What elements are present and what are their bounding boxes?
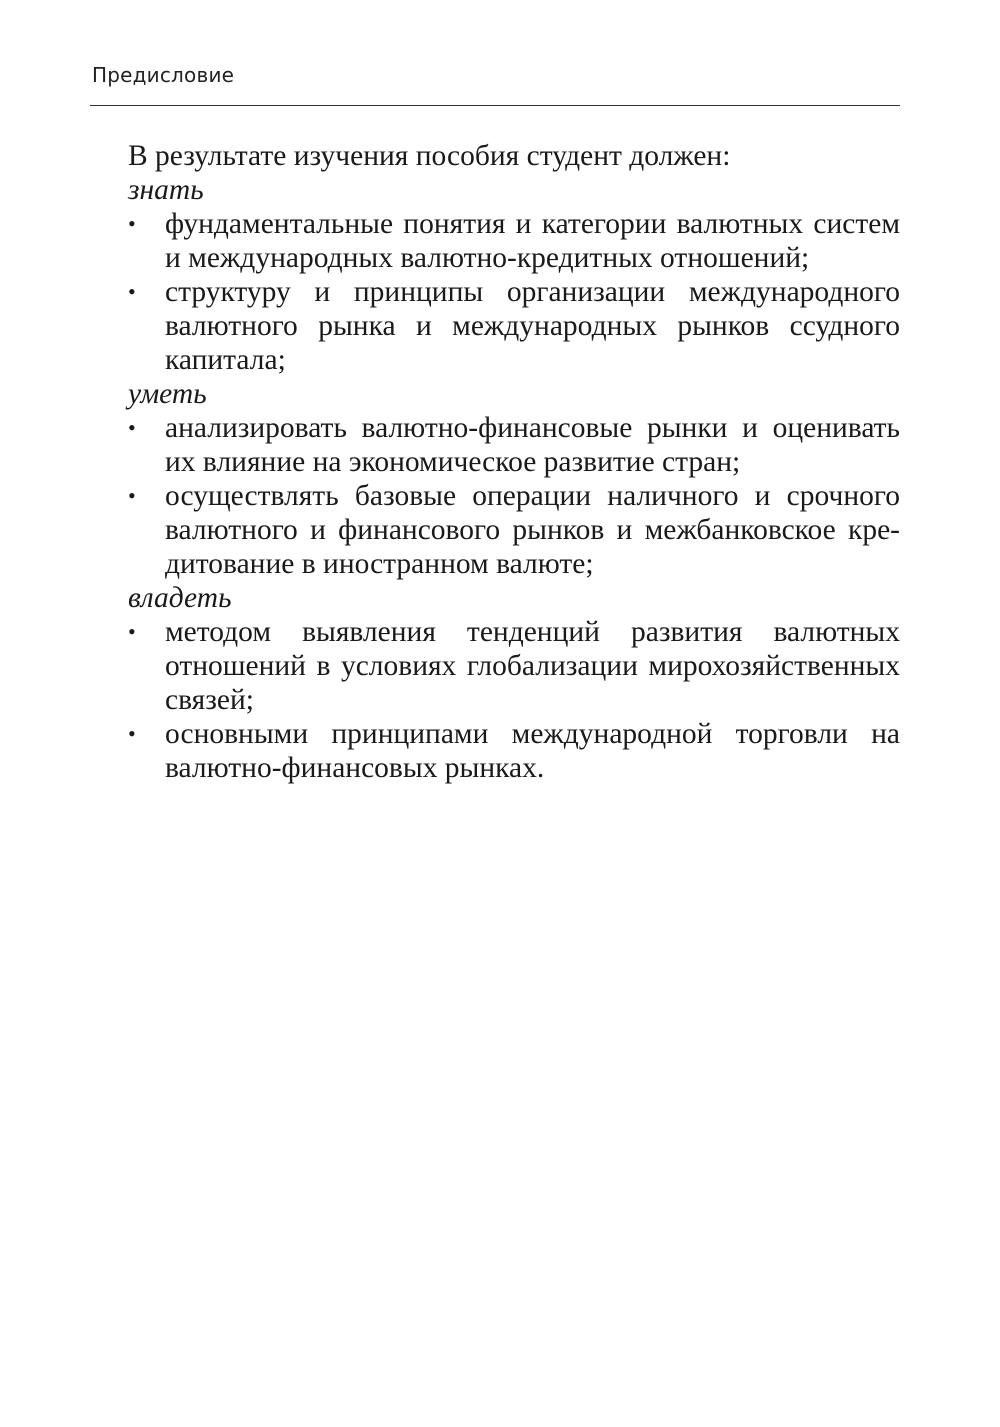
section-label-able: уметь [128, 378, 207, 410]
list-item [128, 275, 900, 377]
list-item-text: осуществлять базовые операции наличного и срочного валютного и финансового рынков и межбанковское кредитование в иностранном валюте; [165, 480, 900, 580]
header-divider [90, 105, 900, 106]
intro-paragraph: В результате изучения пособия студент должен: [128, 140, 731, 172]
list-item [128, 615, 900, 717]
list-item [128, 479, 900, 581]
section-label-know: знать [128, 174, 204, 206]
bullet-icon: • [128, 279, 136, 304]
list-item-text: фундаментальные понятия и категории валютных систем и международных валютно-кредитных отношений; [165, 208, 900, 274]
list-item-text: методом выявления тенденций развития валютных отношений в условиях глобализации мирохозяйственных связей; [165, 616, 900, 716]
bullet-icon: • [128, 415, 136, 440]
list-item [128, 207, 900, 275]
bullet-icon: • [128, 619, 136, 644]
list-item [128, 717, 900, 785]
able-list [128, 411, 900, 581]
list-item-text: анализировать валютно-финансовые рынки и оценивать их влияние на экономическое развитие стран; [165, 412, 900, 478]
bullet-icon: • [128, 211, 136, 236]
know-list [128, 207, 900, 377]
bullet-icon: • [128, 483, 136, 508]
list-item-text: структуру и принципы организации международного валютного рынка и международных рынков ссудного капитала; [165, 276, 900, 376]
page-body [128, 139, 900, 785]
section-label-master: владеть [128, 582, 232, 614]
running-head-title: Предисловие [92, 63, 235, 87]
master-list [128, 615, 900, 785]
list-item-text: основными принципами международной торговли на валютно-финансовых рынках. [165, 718, 900, 784]
list-item [128, 411, 900, 479]
bullet-icon: • [128, 721, 136, 746]
